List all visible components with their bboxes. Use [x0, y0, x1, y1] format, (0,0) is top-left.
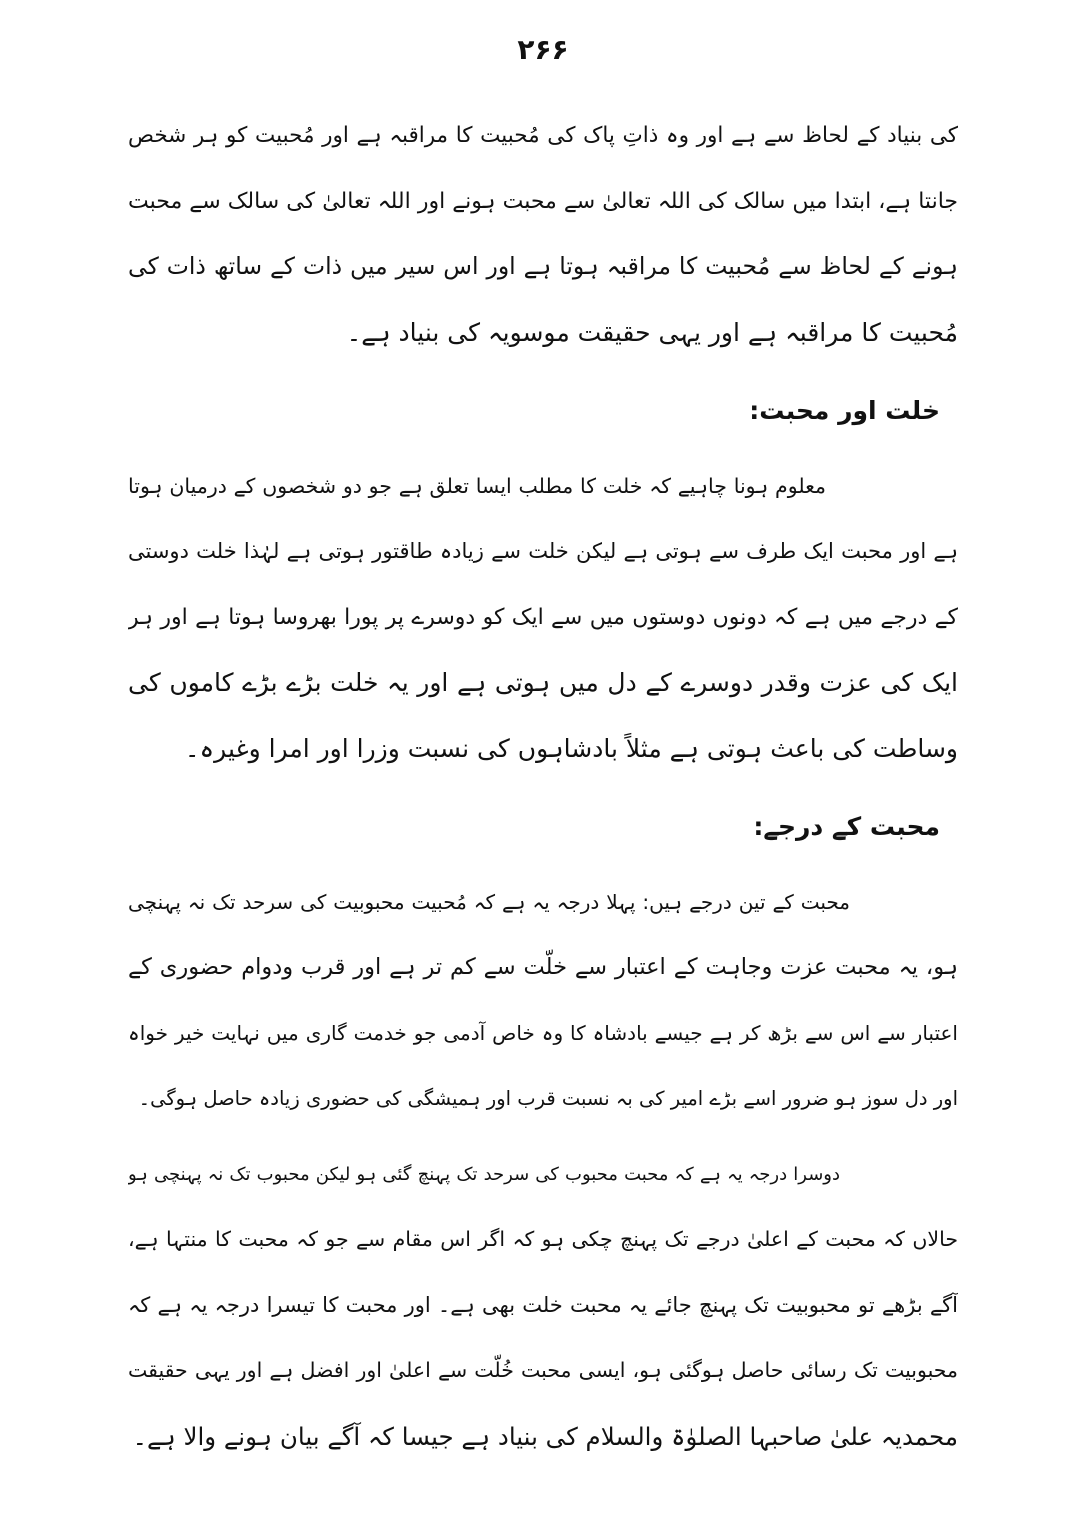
text-line: جانتا ہے، ابتدا میں سالک کی اللہ تعالیٰ سے محبت ہونے اور اللہ تعالیٰ کی سالک سے محبت	[128, 188, 958, 214]
text-line: ہو، یہ محبت عزت وجاہت کے اعتبار سے خلّت سے کم تر ہے اور قرب ودوام حضوری کے	[128, 954, 958, 980]
text-line: ہونے کے لحاظ سے مُحبیت کا مراقبہ ہوتا ہے اور اس سیر میں ذات کے ساتھ ذات کی	[128, 252, 958, 280]
darajat-paragraph-second	[128, 1142, 958, 1470]
text-line: محبوبیت تک رسائی حاصل ہوگئی ہو، ایسی محبت خُلّت سے اعلیٰ اور افضل ہے اور یہی حقیقت	[128, 1358, 958, 1382]
text-line: وساطت کی باعث ہوتی ہے مثلاً بادشاہوں کی نسبت وزرا اور امرا وغیرہ۔	[184, 733, 958, 763]
text-line: حالاں کہ محبت کے اعلیٰ درجے تک پہنچ چکی ہو کہ اگر اس مقام سے جو کہ محبت کا منتہا ہے،	[128, 1227, 958, 1251]
text-line: دوسرا درجہ یہ ہے کہ محبت محبوب کی سرحد تک پہنچ گئی ہو لیکن محبوب تک نہ پہنچی ہو	[128, 1163, 840, 1185]
text-line: ہے اور محبت ایک طرف سے ہوتی ہے لیکن خلت سے زیادہ طاقتور ہوتی ہے لہٰذا خلت دوستی	[128, 539, 958, 563]
khullat-paragraph	[128, 454, 958, 782]
text-line: اور دل سوز ہو ضرور اسے بڑے امیر کی بہ نسبت قرب اور ہمیشگی کی حضوری زیادہ حاصل ہوگی۔	[138, 1087, 958, 1110]
text-line: آگے بڑھے تو محبوبیت تک پہنچ جائے یہ محبت خلت بھی ہے۔ اور محبت کا تیسرا درجہ یہ ہے کہ	[128, 1292, 958, 1317]
text-line: کی بنیاد کے لحاظ سے ہے اور وہ ذاتِ پاک کی مُحبیت کا مراقبہ ہے اور مُحبیت کو ہر شخص	[128, 123, 958, 148]
text-line: محبت کے تین درجے ہیں: پہلا درجہ یہ ہے کہ مُحبیت محبوبیت کی سرحد تک نہ پہنچی	[128, 889, 850, 914]
text-line: اعتبار سے اس سے بڑھ کر ہے جیسے بادشاہ کا وہ خاص آدمی جو خدمت گاری میں نہایت خیر خواہ	[128, 1020, 958, 1045]
text-line: معلوم ہونا چاہیے کہ خلت کا مطلب ایسا تعلق ہے جو دو شخصوں کے درمیان ہوتا	[128, 473, 826, 498]
intro-paragraph	[128, 103, 958, 365]
text-line: ایک کی عزت وقدر دوسرے کے دل میں ہوتی ہے اور یہ خلت بڑے بڑے کاموں کی	[128, 668, 958, 697]
section-heading: محبت کے درجے:	[753, 812, 940, 841]
text-line: مُحبیت کا مراقبہ ہے اور یہی حقیقت موسویہ کی بنیاد ہے۔	[346, 317, 958, 347]
section-heading: خلت اور محبت:	[749, 396, 940, 425]
page-number: ۲۶۶	[517, 33, 569, 66]
text-line: کے درجے میں ہے کہ دونوں دوستوں میں سے ایک کو دوسرے پر پورا بھروسا ہوتا ہے اور ہر	[128, 604, 958, 630]
text-line: محمدیہ علیٰ صاحبہا الصلوٰۃ والسلام کی بنیاد ہے جیسا کہ آگے بیان ہونے والا ہے۔	[132, 1421, 958, 1451]
darajat-paragraph-first	[128, 870, 958, 1132]
page-body	[128, 103, 958, 1469]
